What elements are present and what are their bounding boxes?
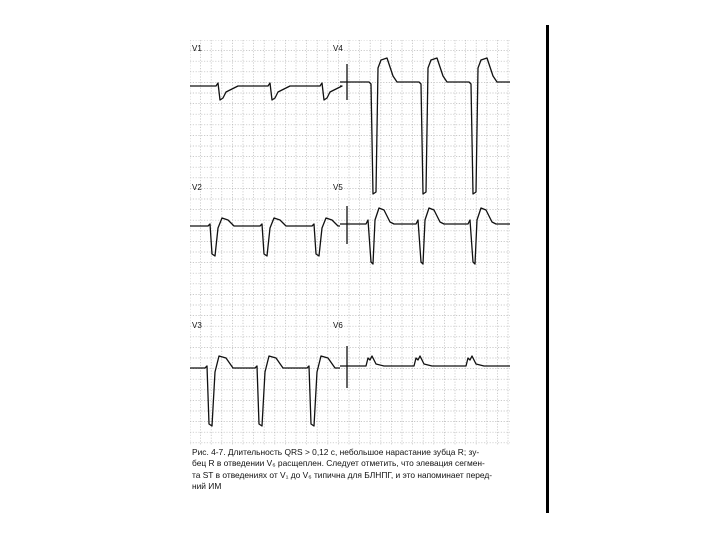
lead-label-v1: V1: [192, 44, 202, 53]
figure-caption: [192, 447, 514, 492]
ecg-trace-v6: [340, 356, 510, 366]
ecg-figure: [190, 40, 510, 445]
lead-label-v5: V5: [333, 183, 343, 192]
lead-label-v6: V6: [333, 321, 343, 330]
caption-line-2: бец R в отведении V₆ расщеплен. Следует отметить, что элевация сегмен-: [192, 458, 485, 469]
ecg-traces: [190, 58, 510, 426]
ecg-grid: [190, 40, 510, 445]
lead-label-v2: V2: [192, 183, 202, 192]
lead-label-v4: V4: [333, 44, 343, 53]
ecg-trace-v4: [340, 58, 510, 194]
lead-label-v3: V3: [192, 321, 202, 330]
ecg-grid-and-traces: [190, 40, 510, 445]
ecg-trace-v5: [340, 208, 510, 264]
caption-line-1: Рис. 4-7. Длительность QRS > 0,12 с, небольшое нарастание зубца R; зу-: [192, 447, 480, 457]
ecg-trace-v1: [190, 83, 342, 100]
caption-line-4: ний ИМ: [192, 480, 222, 491]
vertical-divider-bar: [546, 25, 549, 513]
caption-line-3: та ST в отведениях от V₁ до V₆ типична для БЛНПГ, и это напоминает перед-: [192, 469, 493, 480]
